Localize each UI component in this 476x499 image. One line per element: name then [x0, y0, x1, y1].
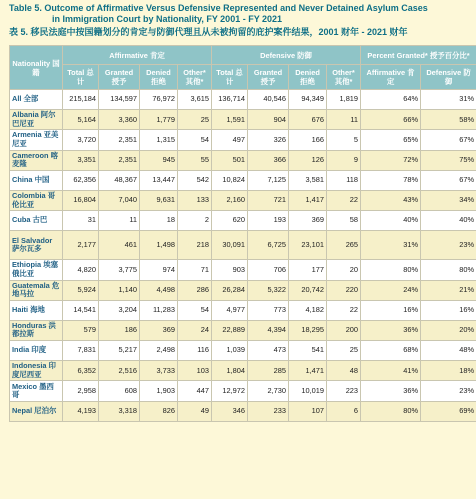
header-defensive: Defensive 防御: [212, 46, 361, 65]
table-row: [10, 260, 476, 280]
table-row: [10, 341, 476, 361]
value-cell: 220: [327, 280, 361, 300]
value-cell: 461: [99, 231, 140, 260]
value-cell: 116: [178, 341, 212, 361]
value-cell: 1,417: [289, 190, 327, 210]
value-cell: 31%: [361, 231, 421, 260]
value-cell: 286: [178, 280, 212, 300]
value-cell: 72%: [361, 150, 421, 170]
table-row: [10, 280, 476, 300]
value-cell: 285: [248, 361, 289, 381]
value-cell: 186: [99, 320, 140, 340]
value-cell: 25: [178, 110, 212, 130]
nationality-cell: Cuba 古巴: [10, 211, 63, 231]
value-cell: 193: [248, 211, 289, 231]
value-cell: 36%: [361, 320, 421, 340]
value-cell: 5,924: [63, 280, 99, 300]
value-cell: 369: [289, 211, 327, 231]
value-cell: 16%: [421, 300, 476, 320]
header-affirmative: Affirmative 肯定: [63, 46, 212, 65]
header-nationality: Nationality 国籍: [10, 46, 63, 90]
value-cell: 133: [178, 190, 212, 210]
value-cell: 1,804: [212, 361, 248, 381]
value-cell: 9,631: [140, 190, 178, 210]
subheader: Granted 授予: [99, 65, 140, 90]
nationality-cell: Colombia 哥伦比亚: [10, 190, 63, 210]
value-cell: 10,019: [289, 381, 327, 401]
value-cell: 7,040: [99, 190, 140, 210]
value-cell: 6,352: [63, 361, 99, 381]
value-cell: 34%: [421, 190, 476, 210]
value-cell: 1,315: [140, 130, 178, 150]
value-cell: 4,977: [212, 300, 248, 320]
value-cell: 67%: [421, 170, 476, 190]
value-cell: 2,351: [99, 130, 140, 150]
value-cell: 11,283: [140, 300, 178, 320]
value-cell: 48%: [421, 341, 476, 361]
value-cell: 11: [327, 110, 361, 130]
value-cell: 13,447: [140, 170, 178, 190]
value-cell: 20,742: [289, 280, 327, 300]
value-cell: 2: [178, 211, 212, 231]
value-cell: 620: [212, 211, 248, 231]
value-cell: 20%: [421, 320, 476, 340]
value-cell: 80%: [361, 260, 421, 280]
subheader: Defensive 防御: [421, 65, 476, 90]
value-cell: 6: [327, 401, 361, 421]
nationality-cell: Haiti 海地: [10, 300, 63, 320]
value-cell: 20: [327, 260, 361, 280]
value-cell: 326: [248, 130, 289, 150]
table-row: [10, 170, 476, 190]
table-row: [10, 381, 476, 401]
value-cell: 200: [327, 320, 361, 340]
value-cell: 24: [178, 320, 212, 340]
value-cell: 55: [178, 150, 212, 170]
value-cell: 721: [248, 190, 289, 210]
value-cell: 903: [212, 260, 248, 280]
value-cell: 76,972: [140, 90, 178, 110]
value-cell: 40,546: [248, 90, 289, 110]
nationality-cell: Indonesia 印度尼西亚: [10, 361, 63, 381]
subheader: Denied 拒绝: [140, 65, 178, 90]
value-cell: 223: [327, 381, 361, 401]
value-cell: 22: [327, 190, 361, 210]
title-line-1: Table 5. Outcome of Affirmative Versus Defensive Represented and Never Detained Asylum Cases: [9, 3, 428, 13]
value-cell: 826: [140, 401, 178, 421]
value-cell: 1,471: [289, 361, 327, 381]
value-cell: 5,217: [99, 341, 140, 361]
value-cell: 3,351: [63, 150, 99, 170]
value-cell: 4,498: [140, 280, 178, 300]
value-cell: 18%: [421, 361, 476, 381]
nationality-cell: Cameroon 喀麦隆: [10, 150, 63, 170]
value-cell: 136,714: [212, 90, 248, 110]
value-cell: 25: [327, 341, 361, 361]
value-cell: 7,831: [63, 341, 99, 361]
value-cell: 218: [178, 231, 212, 260]
value-cell: 3,204: [99, 300, 140, 320]
nationality-cell: El Salvador 萨尔瓦多: [10, 231, 63, 260]
value-cell: 80%: [361, 401, 421, 421]
value-cell: 23%: [421, 381, 476, 401]
value-cell: 608: [99, 381, 140, 401]
value-cell: 676: [289, 110, 327, 130]
nationality-cell: Guatemala 危地马拉: [10, 280, 63, 300]
table-row: [10, 130, 476, 150]
value-cell: 26,284: [212, 280, 248, 300]
value-cell: 24%: [361, 280, 421, 300]
subheader: Affirmative 肯定: [361, 65, 421, 90]
value-cell: 134,597: [99, 90, 140, 110]
value-cell: 265: [327, 231, 361, 260]
value-cell: 80%: [421, 260, 476, 280]
value-cell: 6,725: [248, 231, 289, 260]
value-cell: 107: [289, 401, 327, 421]
table-body: [10, 90, 476, 422]
value-cell: 40%: [421, 211, 476, 231]
subheader: Denied 拒绝: [289, 65, 327, 90]
value-cell: 67%: [421, 130, 476, 150]
value-cell: 16%: [361, 300, 421, 320]
value-cell: 4,394: [248, 320, 289, 340]
value-cell: 43%: [361, 190, 421, 210]
value-cell: 41%: [361, 361, 421, 381]
value-cell: 2,177: [63, 231, 99, 260]
value-cell: 48,367: [99, 170, 140, 190]
value-cell: 2,958: [63, 381, 99, 401]
value-cell: 22: [327, 300, 361, 320]
table-row: [10, 300, 476, 320]
value-cell: 31: [63, 211, 99, 231]
value-cell: 1,903: [140, 381, 178, 401]
value-cell: 541: [289, 341, 327, 361]
value-cell: 3,733: [140, 361, 178, 381]
value-cell: 166: [289, 130, 327, 150]
value-cell: 126: [289, 150, 327, 170]
value-cell: 1,498: [140, 231, 178, 260]
value-cell: 2,351: [99, 150, 140, 170]
value-cell: 1,140: [99, 280, 140, 300]
value-cell: 3,720: [63, 130, 99, 150]
value-cell: 4,182: [289, 300, 327, 320]
value-cell: 40%: [361, 211, 421, 231]
value-cell: 9: [327, 150, 361, 170]
table-title-english: [0, 3, 476, 25]
asylum-outcomes-table: [9, 45, 476, 422]
value-cell: 215,184: [63, 90, 99, 110]
value-cell: 23%: [421, 231, 476, 260]
value-cell: 3,318: [99, 401, 140, 421]
nationality-cell: China 中国: [10, 170, 63, 190]
value-cell: 5,322: [248, 280, 289, 300]
value-cell: 1,819: [327, 90, 361, 110]
table-row: [10, 90, 476, 110]
value-cell: 945: [140, 150, 178, 170]
nationality-cell: India 印度: [10, 341, 63, 361]
value-cell: 16,804: [63, 190, 99, 210]
value-cell: 5,164: [63, 110, 99, 130]
value-cell: 54: [178, 300, 212, 320]
value-cell: 62,356: [63, 170, 99, 190]
table-row: [10, 361, 476, 381]
value-cell: 10,824: [212, 170, 248, 190]
value-cell: 14,541: [63, 300, 99, 320]
value-cell: 3,581: [289, 170, 327, 190]
value-cell: 3,775: [99, 260, 140, 280]
value-cell: 103: [178, 361, 212, 381]
table-row: [10, 110, 476, 130]
nationality-cell: Nepal 尼泊尔: [10, 401, 63, 421]
value-cell: 346: [212, 401, 248, 421]
table-row: [10, 211, 476, 231]
subheader: Total 总计: [63, 65, 99, 90]
value-cell: 58: [327, 211, 361, 231]
subheader: Granted 授予: [248, 65, 289, 90]
nationality-cell: Armenia 亚美尼亚: [10, 130, 63, 150]
value-cell: 65%: [361, 130, 421, 150]
value-cell: 18,295: [289, 320, 327, 340]
value-cell: 542: [178, 170, 212, 190]
value-cell: 1,779: [140, 110, 178, 130]
nationality-cell: Albania 阿尔巴尼亚: [10, 110, 63, 130]
value-cell: 904: [248, 110, 289, 130]
value-cell: 23,101: [289, 231, 327, 260]
table-row: [10, 320, 476, 340]
value-cell: 2,730: [248, 381, 289, 401]
subheader: Other* 其他*: [178, 65, 212, 90]
value-cell: 773: [248, 300, 289, 320]
value-cell: 1,039: [212, 341, 248, 361]
value-cell: 369: [140, 320, 178, 340]
value-cell: 75%: [421, 150, 476, 170]
value-cell: 447: [178, 381, 212, 401]
value-cell: 233: [248, 401, 289, 421]
value-cell: 7,125: [248, 170, 289, 190]
nationality-cell: Ethiopia 埃塞俄比亚: [10, 260, 63, 280]
title-line-2: in Immigration Court by Nationality, FY 2001 - FY 2021: [52, 14, 283, 24]
value-cell: 2,516: [99, 361, 140, 381]
value-cell: 497: [212, 130, 248, 150]
nationality-cell: Honduras 洪都拉斯: [10, 320, 63, 340]
value-cell: 974: [140, 260, 178, 280]
nationality-cell: Mexico 墨西哥: [10, 381, 63, 401]
value-cell: 366: [248, 150, 289, 170]
value-cell: 177: [289, 260, 327, 280]
value-cell: 5: [327, 130, 361, 150]
value-cell: 118: [327, 170, 361, 190]
subheader: Total 总计: [212, 65, 248, 90]
value-cell: 64%: [361, 90, 421, 110]
value-cell: 54: [178, 130, 212, 150]
table-row: [10, 150, 476, 170]
value-cell: 501: [212, 150, 248, 170]
value-cell: 2,498: [140, 341, 178, 361]
value-cell: 473: [248, 341, 289, 361]
table-row: [10, 190, 476, 210]
value-cell: 22,889: [212, 320, 248, 340]
subheader: Other* 其他*: [327, 65, 361, 90]
value-cell: 4,820: [63, 260, 99, 280]
value-cell: 68%: [361, 341, 421, 361]
value-cell: 3,615: [178, 90, 212, 110]
value-cell: 31%: [421, 90, 476, 110]
table-row: [10, 401, 476, 421]
value-cell: 2,160: [212, 190, 248, 210]
header-percent-granted: Percent Granted* 授予百分比*: [361, 46, 476, 65]
value-cell: 1,591: [212, 110, 248, 130]
value-cell: 21%: [421, 280, 476, 300]
value-cell: 12,972: [212, 381, 248, 401]
table-title-chinese: 表 5. 移民法庭中按国籍划分的肯定与防御代理且从未被拘留的庇护案件结果，2001 财年 - 2021 财年: [9, 27, 408, 37]
value-cell: 4,193: [63, 401, 99, 421]
value-cell: 66%: [361, 110, 421, 130]
nationality-cell: All 全部: [10, 90, 63, 110]
value-cell: 36%: [361, 381, 421, 401]
value-cell: 94,349: [289, 90, 327, 110]
value-cell: 579: [63, 320, 99, 340]
table-row: [10, 231, 476, 260]
value-cell: 78%: [361, 170, 421, 190]
value-cell: 58%: [421, 110, 476, 130]
value-cell: 11: [99, 211, 140, 231]
value-cell: 48: [327, 361, 361, 381]
value-cell: 30,091: [212, 231, 248, 260]
value-cell: 71: [178, 260, 212, 280]
value-cell: 706: [248, 260, 289, 280]
value-cell: 18: [140, 211, 178, 231]
value-cell: 49: [178, 401, 212, 421]
value-cell: 3,360: [99, 110, 140, 130]
value-cell: 69%: [421, 401, 476, 421]
